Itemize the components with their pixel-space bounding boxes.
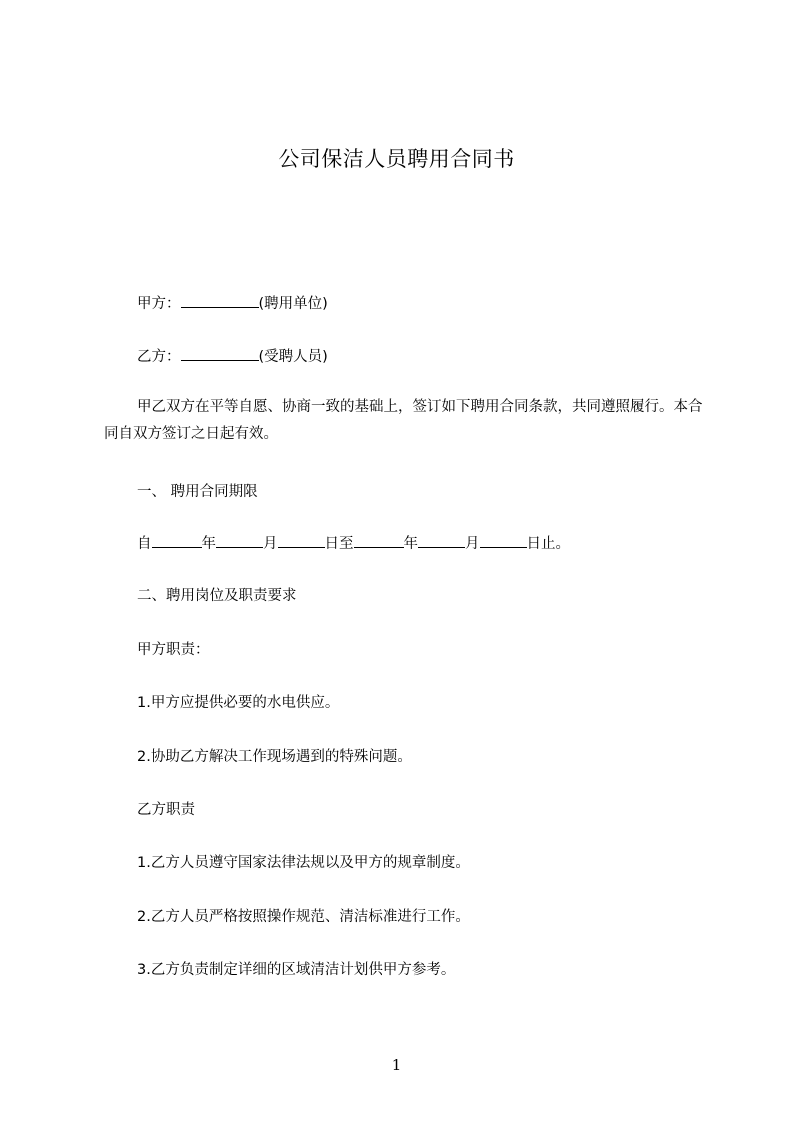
period-day1: 日至: [324, 536, 354, 552]
party-a-line: [137, 292, 328, 313]
period-year1: 年: [201, 536, 216, 552]
period-blank-year1: [152, 533, 202, 548]
period-blank-day2: [480, 533, 527, 548]
section1-title: 一、 聘用合同期限: [137, 484, 258, 500]
period-blank-year2: [354, 533, 404, 548]
period-year2: 年: [403, 536, 418, 552]
period-month1: 月: [263, 536, 278, 552]
section2-title: 二、聘用岗位及职责要求: [137, 588, 297, 604]
party-b-duty-item: 2.乙方人员严格按照操作规范、清洁标准进行工作。: [137, 909, 470, 925]
period-line: [137, 532, 570, 553]
period-from: 自: [137, 536, 152, 552]
party-b-duties-title: 乙方职责: [137, 802, 195, 818]
party-b-note: (受聘人员): [258, 349, 328, 365]
period-blank-month2: [418, 533, 465, 548]
party-a-duty-item: 1.甲方应提供必要的水电供应。: [137, 695, 340, 711]
page-number: 1: [391, 1056, 402, 1074]
intro-paragraph: 甲乙双方在平等自愿、协商一致的基础上，签订如下聘用合同条款，共同遵照履行。本合同自双方签订之日起有效。: [104, 399, 703, 442]
party-a-duty-item: 2.协助乙方解决工作现场遇到的特殊问题。: [137, 749, 412, 765]
party-a-duties-title: 甲方职责：: [137, 642, 210, 658]
party-b-duty-item: 3.乙方负责制定详细的区域清洁计划供甲方参考。: [137, 962, 456, 978]
party-b-label: 乙方：: [137, 349, 181, 365]
party-b-blank: [181, 346, 259, 361]
party-b-line: [137, 345, 328, 366]
period-blank-month1: [216, 533, 263, 548]
party-a-blank: [181, 293, 259, 308]
document-title: 公司保洁人员聘用合同书: [278, 147, 515, 171]
period-month2: 月: [465, 536, 480, 552]
party-b-duty-item: 1.乙方人员遵守国家法律法规以及甲方的规章制度。: [137, 855, 470, 871]
period-day2: 日止。: [526, 536, 570, 552]
party-a-note: (聘用单位): [258, 296, 328, 312]
period-blank-day1: [278, 533, 325, 548]
party-a-label: 甲方：: [137, 296, 181, 312]
